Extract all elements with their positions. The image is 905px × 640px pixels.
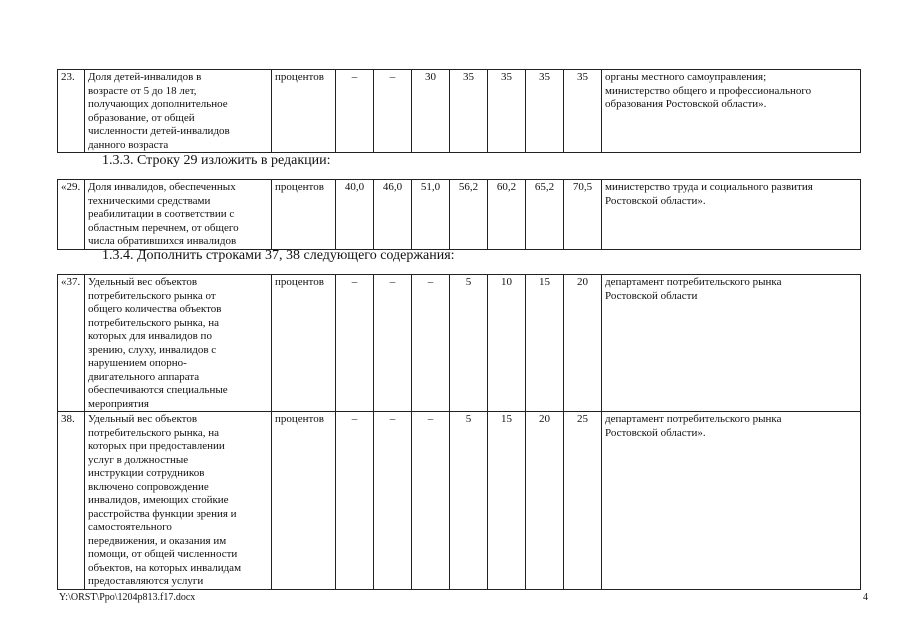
page-number: 4 [863,592,868,603]
value-cell: 40,0 [336,180,374,250]
value-cell: 15 [526,275,564,412]
value-cell: – [336,275,374,412]
responsible-org: департамент потребительского рынка Ростовской области». [602,412,861,590]
indicator-name: Удельный вес объектов потребительского рынка от общего количества объектов потребительского рынка, на которых для инвалидов по зрению, слуху, инвалидов с нарушением опорно- двигательного аппарата обеспечиваются специальные мероприятия [85,275,272,412]
value-cell: 65,2 [526,180,564,250]
value-cell: – [374,70,412,153]
unit-cell: процентов [272,70,336,153]
unit-cell: процентов [272,275,336,412]
table-row-23-block [57,69,861,153]
table-row [58,412,861,590]
value-cell: 46,0 [374,180,412,250]
value-cell: 35 [450,70,488,153]
value-cell: 30 [412,70,450,153]
value-cell: 20 [526,412,564,590]
responsible-org: министерство труда и социального развития Ростовской области». [602,180,861,250]
footer-file-path: Y:\ORST\Ppo\1204p813.f17.docx [59,592,196,603]
value-cell: 5 [450,412,488,590]
value-cell: 60,2 [488,180,526,250]
value-cell: 25 [564,412,602,590]
section-heading: 1.3.4. Дополнить строками 37, 38 следующего содержания: [102,248,455,263]
indicator-name: Доля инвалидов, обеспеченных техническими средствами реабилитации в соответствии с областным перечнем, от общего числа обратившихся инвалидов [85,180,272,250]
value-cell: 51,0 [412,180,450,250]
value-cell: 70,5 [564,180,602,250]
responsible-org: департамент потребительского рынка Ростовской области [602,275,861,412]
value-cell: – [374,275,412,412]
value-cell: 5 [450,275,488,412]
row-number: «29. [58,180,85,250]
section-heading: 1.3.3. Строку 29 изложить в редакции: [102,153,331,168]
value-cell: 15 [488,412,526,590]
row-number: 38. [58,412,85,590]
unit-cell: процентов [272,180,336,250]
value-cell: – [336,412,374,590]
indicator-name: Доля детей-инвалидов в возрасте от 5 до 18 лет, получающих дополнительное образование, от общей численности детей-инвалидов данного возраста [85,70,272,153]
value-cell: – [336,70,374,153]
value-cell: 56,2 [450,180,488,250]
value-cell: 35 [488,70,526,153]
value-cell: – [374,412,412,590]
table-row [58,180,861,250]
value-cell: 35 [564,70,602,153]
row-number: 23. [58,70,85,153]
table-row-29-block [57,179,861,250]
value-cell: – [412,412,450,590]
value-cell: – [412,275,450,412]
table-rows-37-38-block [57,274,861,590]
unit-cell: процентов [272,412,336,590]
responsible-org: органы местного самоуправления; министерство общего и профессионального образования Ростовской области». [602,70,861,153]
value-cell: 20 [564,275,602,412]
indicator-name: Удельный вес объектов потребительского рынка, на которых при предоставлении услуг в должностные инструкции сотрудников включено сопровождение инвалидов, имеющих стойкие расстройства функции зрения и самостоятельного передвижения, и оказания им помощи, от общей численности объектов, на которых инвалидам предоставляются услуги [85,412,272,590]
row-number: «37. [58,275,85,412]
table-row [58,70,861,153]
value-cell: 10 [488,275,526,412]
value-cell: 35 [526,70,564,153]
table-row [58,275,861,412]
